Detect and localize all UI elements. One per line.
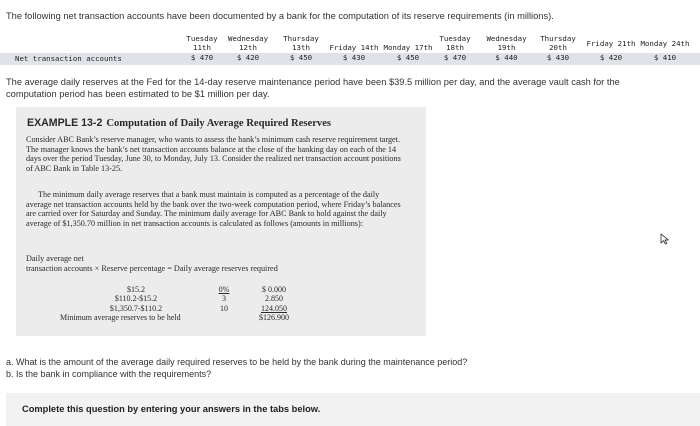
minimum-reserves-label: Minimum average reserves to be held — [60, 313, 181, 323]
day-column — [537, 34, 579, 62]
tabs-instruction-banner — [6, 393, 700, 426]
example-paragraph: Consider ABC Bank’s reserve manager, who wants to assess the bank’s minimum cash reserve requirement target. The manager knows the bank’s net transaction accounts balance at the close of the banking day on each of the 14 days over the period Tuesday, June 30, to Monday, July 13. Consider the realized net transaction account positions of ABC Bank in Table 13-25. — [26, 135, 401, 173]
row-label: Net transaction accounts — [15, 54, 122, 63]
day-name: Tuesday — [186, 34, 218, 43]
day-name: Monday 17th — [383, 43, 433, 52]
day-amount: $ 470 — [443, 53, 467, 62]
day-amount: $ 420 — [236, 53, 260, 62]
day-name: Monday 24th — [640, 39, 690, 48]
day-column — [484, 34, 529, 62]
day-amount: $ 440 — [495, 53, 518, 62]
day-column — [327, 35, 381, 62]
day-amount: $ 470 — [190, 53, 214, 62]
percentage-cell: 0% — [218, 285, 230, 294]
day-amount: $ 430 — [342, 53, 366, 62]
day-date: 18th — [446, 42, 464, 52]
example-heading — [27, 117, 331, 129]
mouse-cursor-icon — [660, 233, 672, 245]
amount-cell: 2.850 — [265, 294, 283, 304]
percentage-cell: 3 — [222, 294, 226, 304]
day-amount: $ 410 — [653, 53, 677, 62]
range-cell: $110.2-$15.2 — [114, 294, 158, 304]
day-column — [279, 34, 323, 62]
day-name: Wednesday — [486, 34, 527, 43]
intro-text: The following net transaction accounts have been documented by a bank for the computation of its reserve requirements (in millions). — [6, 11, 554, 21]
day-amount: $ 450 — [289, 53, 313, 62]
example-paragraph: The minimum daily average reserves that a bank must maintain is computed as a percentage of the daily average net transaction accounts held by the bank over the two-week computation period, where Friday’s balances are carried over for Saturday and Sunday. The minimum daily average for ABC Bank to hold against the daily average of $1,350.70 million in net transaction accounts is calculated as follows (amounts in millions): — [26, 190, 401, 228]
day-column — [637, 35, 693, 62]
day-amount: $ 430 — [546, 53, 570, 62]
day-name: Thursday — [540, 34, 576, 43]
range-cell: $15.2 — [127, 285, 145, 294]
day-date: 12th — [239, 42, 257, 52]
questions — [6, 357, 467, 380]
day-name: Friday 21th — [586, 39, 636, 48]
question-b: b. Is the bank in compliance with the requirements? — [6, 368, 212, 379]
day-date: 11th — [193, 42, 211, 52]
formula — [26, 254, 404, 273]
day-date: 20th — [549, 42, 567, 52]
day-name: Friday 14th — [329, 43, 379, 52]
day-column — [437, 34, 473, 62]
formula-line: transaction accounts × Reserve percentage = Daily average reserves required — [26, 263, 278, 273]
day-name: Thursday — [283, 34, 319, 43]
day-amount: $ 420 — [599, 53, 623, 62]
range-cell: $1,350.7-$110.2 — [109, 303, 163, 313]
reserves-text: The average daily reserves at the Fed for the 14-day reserve maintenance period have been $39.5 million per day, and the average vault cash for the computation period has been estimated to be $1 million per day. — [6, 77, 620, 99]
textbook-excerpt — [16, 107, 426, 336]
day-column — [184, 34, 220, 62]
day-date: 19th — [497, 42, 516, 52]
day-column — [584, 35, 638, 62]
day-date: 13th — [292, 42, 310, 52]
day-name: Tuesday — [439, 34, 471, 43]
tabs-instruction: Complete this question by entering your answers in the tabs below. — [22, 404, 321, 414]
day-amount: $ 450 — [396, 53, 420, 62]
day-name: Wednesday — [227, 34, 269, 43]
percentage-cell: 10 — [220, 303, 228, 313]
minimum-reserves-value: $126.900 — [259, 313, 289, 323]
example-number: EXAMPLE 13-2 — [27, 117, 103, 129]
transaction-table — [0, 35, 700, 66]
example-title: Computation of Daily Average Required Reserves — [106, 118, 332, 129]
formula-line: Daily average net — [26, 254, 84, 263]
question-a: a. What is the amount of the average daily required reserves to be held by the bank during the maintenance period? — [6, 357, 468, 367]
day-column — [381, 35, 435, 62]
day-column — [227, 34, 269, 62]
amount-cell: $ 0.000 — [262, 285, 286, 294]
amount-cell: 124.050 — [261, 303, 287, 313]
